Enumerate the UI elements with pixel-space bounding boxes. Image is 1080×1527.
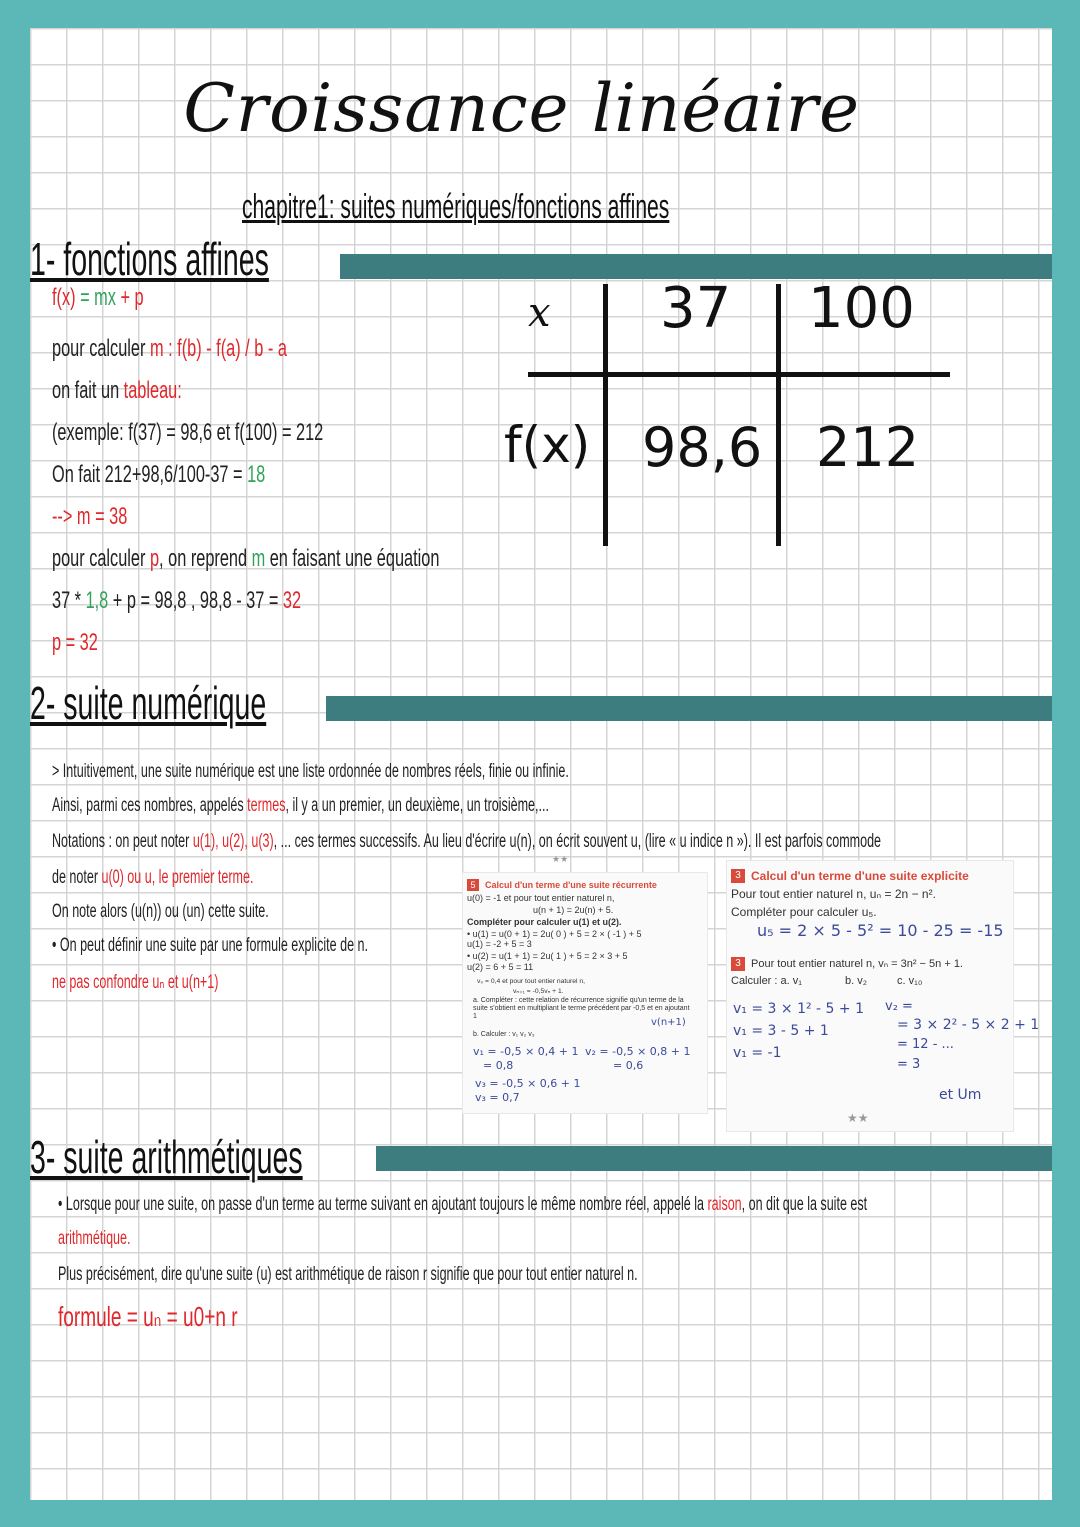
- exercise-text: a. Compléter : cette relation de récurrence signifie qu'un terme de la suite s'obtient en multipliant le terme précédent par -0,5 et en ajoutant 1: [473, 997, 690, 1020]
- table-x-label: x: [528, 290, 551, 336]
- onfait-line: On fait 212+98,6/100-37 = 18: [52, 461, 266, 488]
- exercise-text: Pour tout entier naturel n, uₙ = 2n − n².: [731, 887, 936, 901]
- m-result-line: --> m = 38: [52, 503, 128, 530]
- handwritten-answer: v₁ = 3 - 5 + 1: [733, 1023, 829, 1039]
- p-result-line: p = 32: [52, 629, 98, 656]
- section-2-heading: 2- suite numérique: [30, 677, 267, 729]
- exercise-3-4-clipping: [726, 860, 1040, 1132]
- section-3-bar: [376, 1146, 1052, 1171]
- equation-line: 37 * 1,8 + p = 98,8 , 98,8 - 37 = 32: [52, 587, 302, 614]
- example-line: (exemple: f(37) = 98,6 et f(100) = 212: [52, 419, 324, 446]
- section-1-heading: 1- fonctions affines: [30, 233, 269, 285]
- suite-warning-line: ne pas confondre uₙ et u(n+1): [52, 972, 219, 993]
- suite-line: Ainsi, parmi ces nombres, appelés termes, il y a un premier, un deuxième, un troisième,...: [52, 795, 549, 816]
- exercise-text: Compléter pour calculer u₅.: [731, 905, 877, 919]
- handwritten-answer: et Um: [939, 1087, 982, 1103]
- table-fx-value: 98,6: [642, 416, 763, 479]
- handwritten-answer: = 0,6: [613, 1059, 644, 1072]
- suite-line: Notations : on peut noter u(1), u(2), u(3), ... ces termes successifs. Au lieu d'écrire u(n), on écrit souvent u, (lire « u indice n »). Il est parfois commode: [52, 831, 882, 852]
- table-fx-label: f(x): [504, 416, 591, 474]
- handwritten-answer: u₅ = 2 × 5 - 5² = 10 - 25 = -15: [757, 921, 1004, 940]
- page-title: Croissance linéaire: [183, 70, 860, 147]
- exercise-text: u(1) = -2 + 5 = 3: [467, 939, 532, 949]
- handwritten-answer: = 12 - ...: [897, 1037, 954, 1052]
- exercise-text: u(n + 1) = 2u(n) + 5.: [533, 905, 614, 915]
- suite-line: de noter u(0) ou u, le premier terme.: [52, 867, 254, 888]
- exercise-text: Pour tout entier naturel n, vₙ = 3n² − 5n + 1.: [751, 958, 963, 970]
- handwritten-answer: v₃ = 0,7: [475, 1091, 520, 1104]
- handwritten-answer: = 3 × 2² - 5 × 2 + 1: [897, 1017, 1040, 1033]
- section-3-heading: 3- suite arithmétiques: [30, 1131, 303, 1183]
- exercise-text: Compléter pour calculer u(1) et u(2).: [467, 917, 622, 927]
- stars-label: ★★: [847, 1111, 869, 1125]
- table-x-value: 37: [660, 276, 732, 341]
- handwritten-answer: = 3: [897, 1057, 921, 1072]
- notebook-page: [30, 28, 1052, 1500]
- exercise-number: 3: [731, 957, 745, 971]
- arith-formula: formule = uₙ = u0+n r: [58, 1301, 238, 1332]
- table-vertical-rule: [603, 284, 608, 546]
- exercise-title: Calcul d'un terme d'une suite récurrente: [485, 880, 657, 890]
- exercise-text: c. v₁₀: [897, 975, 923, 987]
- exercise-5-clipping: [462, 872, 708, 1114]
- stars-label: ★★: [552, 854, 569, 864]
- table-x-value: 100: [808, 276, 915, 341]
- exercise-text: • u(1) = u(0 + 1) = 2u( 0 ) + 5 = 2 × ( -1 ) + 5: [467, 929, 642, 939]
- exercise-title: Calcul d'un terme d'une suite explicite: [751, 869, 969, 883]
- table-fx-value: 212: [816, 416, 920, 479]
- exercise-text: b. v₂: [845, 975, 867, 987]
- chapter-subtitle: chapitre1: suites numériques/fonctions affines: [242, 188, 670, 226]
- exercise-number: 3: [731, 869, 745, 883]
- table-horizontal-rule: [528, 372, 950, 377]
- arith-line: • Lorsque pour une suite, on passe d'un terme au terme suivant en ajoutant toujours le même nombre réel, appelé la raison, on dit que la suite est: [58, 1194, 868, 1215]
- handwritten-answer: v₁ = -0,5 × 0,4 + 1: [473, 1045, 579, 1058]
- tableau-line: on fait un tableau:: [52, 377, 182, 404]
- calc-p-line: pour calculer p, on reprend m en faisant une équation: [52, 545, 440, 572]
- exercise-text: vₙ₊₁ = -0,5vₙ + 1.: [513, 987, 564, 995]
- handwritten-answer: v₂ = -0,5 × 0,8 + 1: [585, 1045, 691, 1058]
- table-vertical-rule: [776, 284, 781, 546]
- exercise-text: Calculer : a. v₁: [731, 975, 802, 987]
- affine-formula: f(x) = mx + p: [52, 284, 144, 311]
- arith-line: arithmétique.: [58, 1228, 131, 1249]
- handwritten-answer: = 0,8: [483, 1059, 514, 1072]
- calc-m-line: pour calculer m : f(b) - f(a) / b - a: [52, 335, 287, 362]
- handwritten-answer: v₃ = -0,5 × 0,6 + 1: [475, 1077, 581, 1090]
- handwritten-answer: v₁ = 3 × 1² - 5 + 1: [733, 1001, 864, 1017]
- arith-line: Plus précisément, dire qu'une suite (u) est arithmétique de raison r signifie que pour tout entier naturel n.: [58, 1264, 638, 1285]
- handwritten-answer: v₁ = -1: [733, 1045, 782, 1061]
- exercise-text: u(2) = 6 + 5 = 11: [467, 962, 534, 972]
- section-2-bar: [326, 696, 1052, 721]
- exercise-text: • u(2) = u(1 + 1) = 2u( 1 ) + 5 = 2 × 3 + 5: [467, 951, 628, 961]
- exercise-text: u(0) = -1 et pour tout entier naturel n,: [467, 893, 615, 903]
- handwritten-answer: v(n+1): [651, 1017, 686, 1028]
- exercise-text: b. Calculer : v₁ v₂ v₃: [473, 1031, 535, 1038]
- suite-line: • On peut définir une suite par une formule explicite de n.: [52, 935, 368, 956]
- exercise-number: 5: [467, 879, 479, 891]
- handwritten-answer: v₂ =: [885, 999, 913, 1014]
- suite-line: > Intuitivement, une suite numérique est une liste ordonnée de nombres réels, finie ou infinie.: [52, 761, 569, 782]
- exercise-text: v₀ = 0,4 et pour tout entier naturel n,: [477, 977, 586, 985]
- suite-line: On note alors (u(n)) ou (un) cette suite.: [52, 901, 269, 922]
